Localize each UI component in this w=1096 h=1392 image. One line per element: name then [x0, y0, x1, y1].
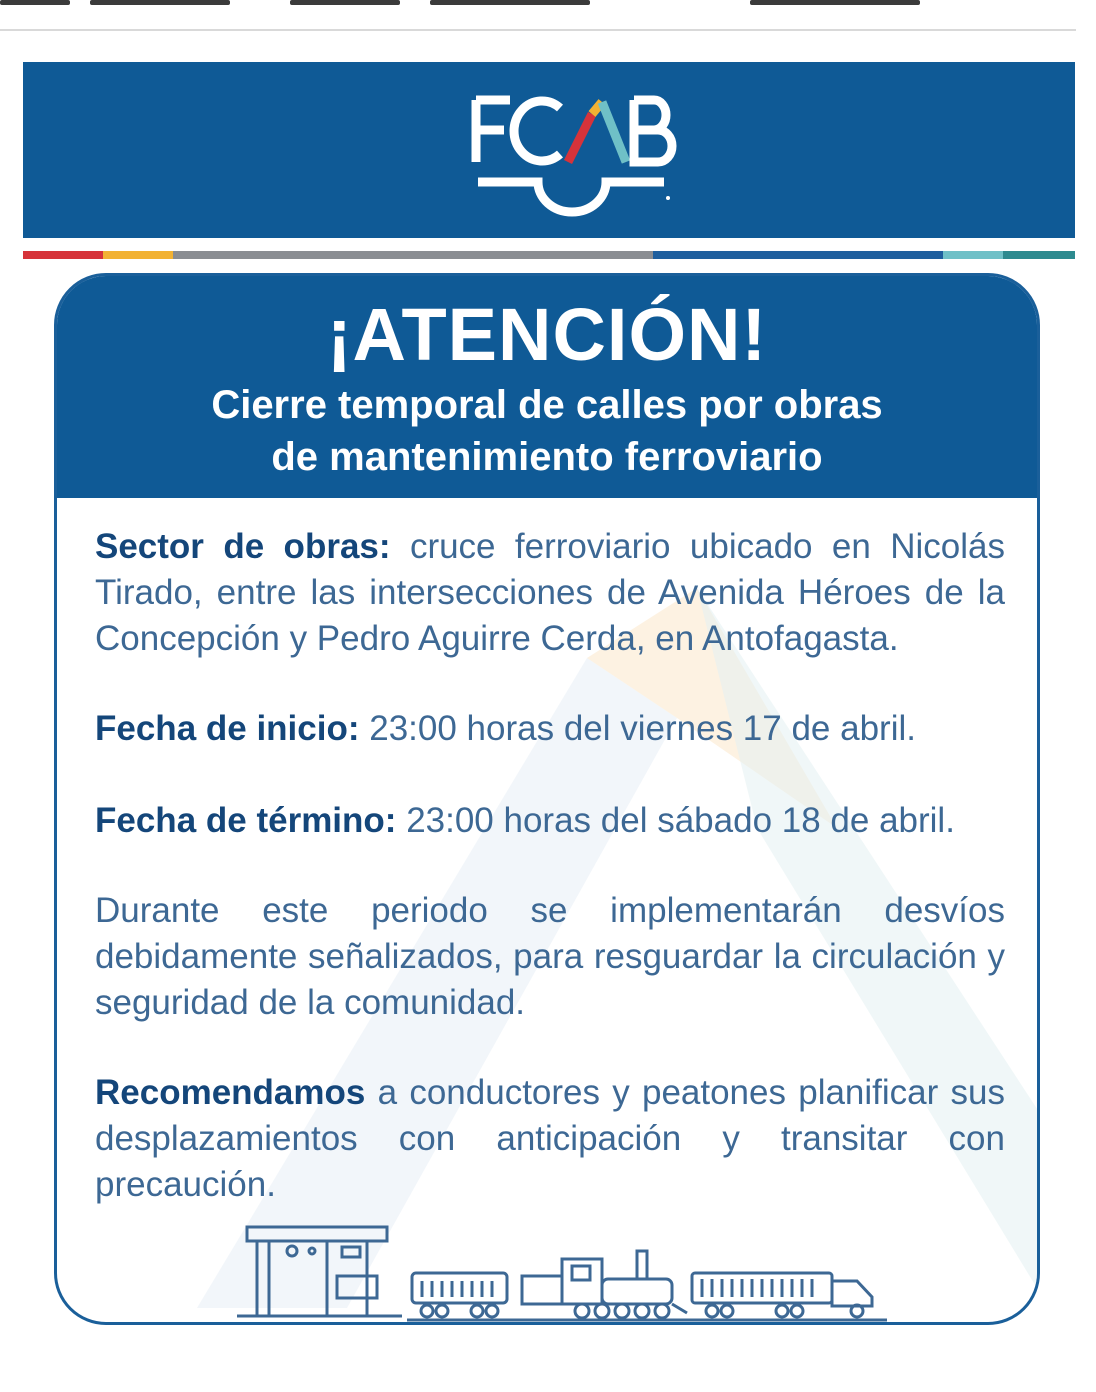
train-illustration: [227, 1221, 907, 1325]
fcab-logo: [468, 90, 678, 210]
recommend-text: a conductores y peatones planificar sus desplazamientos con anticipación y transitar con precaución.: [95, 1073, 1005, 1204]
end-date-text: 23:00 horas del sábado 18 de abril.: [406, 801, 955, 840]
brand-color-stripes: [23, 251, 1075, 259]
start-date-label: Fecha de inicio:: [95, 709, 360, 748]
notice-subtitle-line2: de mantenimiento ferroviario: [271, 435, 823, 479]
start-date-text: 23:00 horas del viernes 17 de abril.: [369, 709, 916, 748]
sector-paragraph: [95, 524, 1005, 662]
start-date-paragraph: [95, 706, 1005, 752]
brand-header: [23, 62, 1075, 238]
divider: [0, 29, 1076, 31]
notice-subtitle-line1: Cierre temporal de calles por obras: [211, 383, 883, 427]
end-date-label: Fecha de término:: [95, 801, 397, 840]
end-date-paragraph: [95, 798, 1005, 844]
notice-title: ¡ATENCIÓN!: [326, 293, 768, 376]
detour-paragraph: Durante este periodo se implementarán desvíos debidamente señalizados, para resguardar la circulación y seguridad de la comunidad.: [95, 891, 1005, 1022]
recommend-label: Recomendamos: [95, 1073, 366, 1112]
cropped-top-text: [0, 0, 1096, 28]
recommendation-paragraph: [95, 1070, 1005, 1208]
sector-label: Sector de obras:: [95, 527, 391, 566]
sector-text: cruce ferroviario ubicado en Nicolás Tirado, entre las intersecciones de Avenida Héroes de la Concepción y Pedro Aguirre Cerda, en Antofagasta.: [95, 527, 1005, 658]
notice-card: [54, 273, 1040, 1325]
notice-header: [57, 276, 1037, 498]
